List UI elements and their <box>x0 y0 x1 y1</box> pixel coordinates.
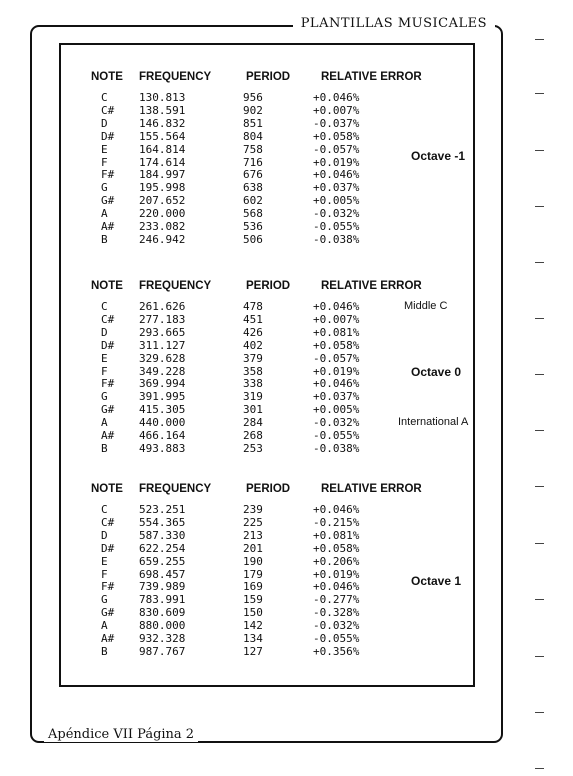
cell-note: B <box>101 441 108 455</box>
cell-error: +0.007% <box>313 103 360 117</box>
cell-error: +0.005% <box>313 194 360 208</box>
column-header-error: RELATIVE ERROR <box>321 483 422 495</box>
cell-period: 284 <box>243 416 263 430</box>
cell-note: G <box>101 593 108 607</box>
cell-period: 851 <box>243 116 263 130</box>
margin-tick <box>535 206 544 207</box>
cell-error: +0.005% <box>313 403 360 417</box>
frequency-table <box>59 43 475 687</box>
cell-error: -0.032% <box>313 207 360 221</box>
cell-error: -0.328% <box>313 606 360 620</box>
cell-frequency: 783.991 <box>139 593 186 607</box>
cell-frequency: 493.883 <box>139 441 186 455</box>
cell-error: +0.037% <box>313 181 360 195</box>
cell-note: G# <box>101 403 115 417</box>
cell-error: -0.055% <box>313 429 360 442</box>
cell-period: 676 <box>243 168 263 182</box>
cell-note: D <box>101 325 108 339</box>
cell-frequency: 391.995 <box>139 390 186 404</box>
margin-tick <box>535 543 544 544</box>
cell-period: 638 <box>243 181 263 195</box>
cell-error: +0.058% <box>313 541 360 555</box>
cell-period: 268 <box>243 429 263 442</box>
cell-frequency: 698.457 <box>139 567 186 581</box>
margin-tick <box>535 318 544 319</box>
margin-tick <box>535 430 544 431</box>
cell-period: 451 <box>243 312 263 326</box>
cell-error: +0.046% <box>313 580 360 594</box>
cell-period: 301 <box>243 403 263 417</box>
column-header-period: PERIOD <box>246 280 291 292</box>
page-header-title: PLANTILLAS MUSICALES <box>293 16 495 31</box>
cell-error: -0.032% <box>313 619 360 633</box>
cell-frequency: 207.652 <box>139 194 186 208</box>
cell-note: G <box>101 390 108 404</box>
column-header-frequency: FREQUENCY <box>139 483 212 495</box>
cell-note: F# <box>101 168 115 182</box>
cell-frequency: 440.000 <box>139 416 186 430</box>
margin-tick <box>535 768 544 769</box>
cell-note: C <box>101 503 108 516</box>
cell-frequency: 293.665 <box>139 325 186 339</box>
cell-error: +0.019% <box>313 364 360 378</box>
margin-tick <box>535 262 544 263</box>
cell-period: 402 <box>243 338 263 352</box>
cell-error: +0.046% <box>313 300 360 313</box>
cell-period: 239 <box>243 503 263 516</box>
cell-period: 319 <box>243 390 263 404</box>
cell-error: -0.032% <box>313 416 360 430</box>
column-header-frequency: FREQUENCY <box>139 280 212 292</box>
cell-error: -0.215% <box>313 515 360 529</box>
cell-note: F <box>101 364 108 378</box>
cell-frequency: 233.082 <box>139 220 186 233</box>
cell-note: G# <box>101 606 115 620</box>
cell-period: 426 <box>243 325 263 339</box>
cell-error: -0.055% <box>313 632 360 645</box>
cell-period: 127 <box>243 644 263 658</box>
cell-error: -0.057% <box>313 351 360 365</box>
cell-frequency: 739.989 <box>139 580 186 594</box>
cell-period: 338 <box>243 377 263 391</box>
cell-note: E <box>101 554 108 568</box>
cell-error: +0.046% <box>313 503 360 516</box>
cell-error: +0.081% <box>313 325 360 339</box>
cell-frequency: 659.255 <box>139 554 186 568</box>
cell-frequency: 311.127 <box>139 338 186 352</box>
octave-annotation: Octave -1 <box>411 149 466 164</box>
cell-note: F# <box>101 580 115 594</box>
octave-annotation: Octave 0 <box>411 364 462 379</box>
cell-frequency: 174.614 <box>139 155 186 169</box>
cell-note: F <box>101 567 108 581</box>
cell-frequency: 415.305 <box>139 403 186 417</box>
cell-note: E <box>101 351 108 365</box>
margin-tick <box>535 656 544 657</box>
cell-note: A <box>101 207 108 221</box>
column-header-frequency: FREQUENCY <box>139 71 212 83</box>
cell-frequency: 164.814 <box>139 142 186 156</box>
cell-frequency: 587.330 <box>139 528 186 542</box>
column-header-error: RELATIVE ERROR <box>321 71 422 83</box>
octave-annotation: Middle C <box>404 300 448 312</box>
cell-period: 225 <box>243 515 263 529</box>
cell-period: 142 <box>243 619 263 633</box>
cell-period: 506 <box>243 232 263 246</box>
cell-period: 804 <box>243 129 263 143</box>
cell-period: 716 <box>243 155 263 169</box>
cell-period: 150 <box>243 606 263 620</box>
cell-frequency: 155.564 <box>139 129 186 143</box>
cell-note: F# <box>101 377 115 391</box>
cell-frequency: 329.628 <box>139 351 186 365</box>
cell-frequency: 138.591 <box>139 103 186 117</box>
cell-period: 179 <box>243 567 263 581</box>
cell-frequency: 932.328 <box>139 632 186 645</box>
column-header-note: NOTE <box>91 71 123 83</box>
cell-error: +0.037% <box>313 390 360 404</box>
margin-tick <box>535 150 544 151</box>
cell-error: +0.019% <box>313 567 360 581</box>
cell-note: D# <box>101 129 115 143</box>
cell-period: 190 <box>243 554 263 568</box>
cell-error: +0.046% <box>313 168 360 182</box>
margin-tick <box>535 486 544 487</box>
cell-frequency: 466.164 <box>139 429 186 442</box>
column-header-note: NOTE <box>91 280 123 292</box>
cell-error: +0.081% <box>313 528 360 542</box>
cell-note: D <box>101 116 108 130</box>
cell-note: A# <box>101 632 115 645</box>
cell-frequency: 987.767 <box>139 644 186 658</box>
column-header-period: PERIOD <box>246 71 291 83</box>
cell-frequency: 184.997 <box>139 168 186 182</box>
cell-note: B <box>101 644 108 658</box>
cell-period: 956 <box>243 91 263 104</box>
cell-error: +0.007% <box>313 312 360 326</box>
cell-note: D# <box>101 338 115 352</box>
cell-period: 568 <box>243 207 263 221</box>
cell-error: +0.206% <box>313 554 360 568</box>
cell-note: C# <box>101 515 115 529</box>
cell-period: 758 <box>243 142 263 156</box>
cell-error: +0.058% <box>313 129 360 143</box>
cell-note: B <box>101 232 108 246</box>
cell-frequency: 130.813 <box>139 91 186 104</box>
cell-frequency: 554.365 <box>139 515 186 529</box>
margin-tick <box>535 712 544 713</box>
cell-note: C <box>101 91 108 104</box>
margin-tick <box>535 374 544 375</box>
column-header-note: NOTE <box>91 483 123 495</box>
cell-period: 213 <box>243 528 263 542</box>
page-footer-label: Apéndice VII Página 2 <box>44 727 198 742</box>
cell-period: 169 <box>243 580 263 594</box>
cell-frequency: 369.994 <box>139 377 186 391</box>
cell-period: 253 <box>243 441 263 455</box>
cell-error: -0.038% <box>313 441 360 455</box>
cell-note: C# <box>101 312 115 326</box>
column-header-error: RELATIVE ERROR <box>321 280 422 292</box>
cell-frequency: 349.228 <box>139 364 186 378</box>
cell-period: 159 <box>243 593 263 607</box>
cell-period: 358 <box>243 364 263 378</box>
cell-note: A <box>101 416 108 430</box>
cell-frequency: 830.609 <box>139 606 186 620</box>
cell-error: -0.277% <box>313 593 360 607</box>
cell-error: +0.058% <box>313 338 360 352</box>
cell-period: 478 <box>243 300 263 313</box>
cell-frequency: 622.254 <box>139 541 186 555</box>
cell-frequency: 261.626 <box>139 300 186 313</box>
cell-period: 134 <box>243 632 263 645</box>
cell-period: 379 <box>243 351 263 365</box>
cell-note: G <box>101 181 108 195</box>
cell-error: +0.046% <box>313 91 360 104</box>
cell-note: D# <box>101 541 115 555</box>
cell-error: +0.356% <box>313 644 360 658</box>
cell-error: -0.055% <box>313 220 360 233</box>
cell-error: -0.038% <box>313 232 360 246</box>
cell-frequency: 220.000 <box>139 207 186 221</box>
cell-error: +0.019% <box>313 155 360 169</box>
cell-note: A# <box>101 220 115 233</box>
margin-tick <box>535 93 544 94</box>
cell-period: 201 <box>243 541 263 555</box>
cell-note: G# <box>101 194 115 208</box>
cell-error: +0.046% <box>313 377 360 391</box>
cell-note: D <box>101 528 108 542</box>
cell-frequency: 277.183 <box>139 312 186 326</box>
margin-tick <box>535 39 544 40</box>
cell-frequency: 523.251 <box>139 503 186 516</box>
cell-frequency: 146.832 <box>139 116 186 130</box>
octave-annotation: International A <box>398 416 469 429</box>
cell-frequency: 195.998 <box>139 181 186 195</box>
cell-note: A <box>101 619 108 633</box>
cell-period: 902 <box>243 103 263 117</box>
cell-frequency: 246.942 <box>139 232 186 246</box>
cell-note: C <box>101 300 108 313</box>
cell-error: -0.037% <box>313 116 360 130</box>
margin-tick <box>535 599 544 600</box>
column-header-period: PERIOD <box>246 483 291 495</box>
cell-note: F <box>101 155 108 169</box>
cell-error: -0.057% <box>313 142 360 156</box>
cell-frequency: 880.000 <box>139 619 186 633</box>
octave-annotation: Octave 1 <box>411 573 462 588</box>
cell-period: 602 <box>243 194 263 208</box>
cell-note: C# <box>101 103 115 117</box>
cell-note: A# <box>101 429 115 442</box>
cell-period: 536 <box>243 220 263 233</box>
cell-note: E <box>101 142 108 156</box>
